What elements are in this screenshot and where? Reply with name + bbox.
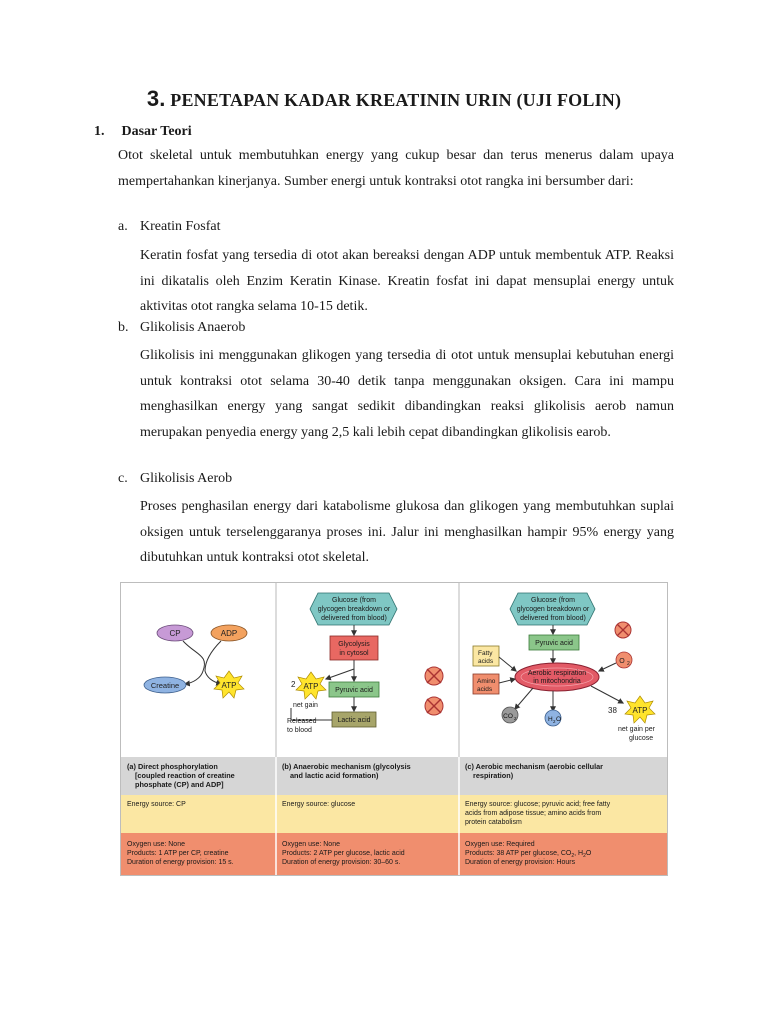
released-line2: to blood [287, 727, 312, 734]
oxygen-b: Oxygen use: None [282, 841, 340, 848]
energy-c-line3: protein catabolism [465, 819, 522, 826]
fatty-line1: Fatty [478, 650, 493, 657]
aerobic-line2: in mitochondria [533, 678, 581, 685]
glycolysis-line1: Glycolysis [338, 641, 370, 648]
atp-label-c: ATP [632, 706, 648, 715]
item-b-marker: b. [118, 320, 129, 335]
h2o-o: O [556, 716, 562, 723]
item-a-heading [118, 219, 220, 235]
caption-a-line2: [coupled reaction of creatine [135, 771, 235, 780]
item-b-paragraph: Glikolisis ini menggunakan glikogen yang tersedia di otot untuk mensuplai kebutuhan energi untuk kontraksi otot selama 30-40 detik tanpa menggunakan oksigen. Cara ini mampu menghasilkan energy yang sangat sedikit dibandingkan reaksi glikolisis aerob namun merupakan penyedia energy yang 2,5 kali lebih cepat dibandingkan glikolisis earob. [140, 348, 674, 440]
atp-count-b: 2 [291, 680, 296, 689]
products-b: Products: 2 ATP per glucose, lactic acid [282, 850, 405, 857]
item-b-title: Glikolisis Anaerob [140, 320, 246, 335]
section-number: 1. [94, 124, 105, 139]
co2-label: CO [503, 713, 513, 720]
products-c-b: , H [574, 850, 584, 857]
glucose-b-line1: Glucose (from [332, 597, 376, 604]
glucose-c-line2: glycogen breakdown or [516, 606, 590, 613]
products-c-sub1: 2 [571, 853, 575, 859]
mitochondria-ellipse [515, 663, 599, 691]
caption-b-line2: and lactic acid formation) [290, 771, 379, 780]
net-gain-c-line1: net gain per [618, 726, 655, 733]
atp-label-b: ATP [303, 682, 319, 691]
glycolysis-line2: in cytosol [339, 650, 369, 657]
products-c-a: Products: 38 ATP per glucose, CO [465, 850, 572, 857]
amino-line1: Amino [477, 678, 496, 685]
energy-c-line2: acids from adipose tissue; amino acids from [465, 810, 602, 817]
atp-count-c: 38 [608, 706, 617, 715]
adp-label: ADP [220, 629, 238, 638]
title-number: 3. [146, 86, 166, 111]
amino-line2: acids [477, 686, 493, 693]
caption-a-line3: phosphate (CP) and ADP] [135, 780, 224, 789]
net-gain-b: net gain [293, 702, 318, 709]
title-text: PENETAPAN KADAR KREATININ URIN (UJI FOLIN) [170, 90, 622, 110]
oxygen-c: Oxygen use: Required [465, 841, 535, 848]
item-a-title: Kreatin Fosfat [140, 219, 221, 234]
item-c-title: Glikolisis Aerob [140, 471, 233, 486]
released-line1: Released [287, 718, 317, 725]
item-a-marker: a. [118, 219, 128, 234]
item-c-marker: c. [118, 471, 128, 486]
caption-c-line1: (c) Aerobic mechanism (aerobic cellular [465, 762, 604, 771]
h2o-h: H [548, 716, 553, 723]
intro-paragraph: Otot skeletal untuk membutuhkan energy yang cukup besar dan terus menerus dalam upaya mempertahankan kinerjanya. Sumber energi untuk kontraksi otot rangka ini bersumber dari: [118, 148, 674, 189]
caption-c-line2: respiration) [473, 771, 514, 780]
item-c-heading [118, 471, 232, 487]
aerobic-line1: Aerobic respiration [527, 670, 587, 677]
duration-c: Duration of energy provision: Hours [465, 859, 576, 866]
energy-c-line1: Energy source: glucose; pyruvic acid; free fatty [465, 801, 611, 808]
caption-b-line1: (b) Anaerobic mechanism (glycolysis [282, 762, 411, 771]
section-heading [94, 124, 192, 140]
fatty-line2: acids [478, 658, 494, 665]
duration-a: Duration of energy provision: 15 s. [127, 859, 234, 866]
lactic-label: Lactic acid [337, 717, 371, 724]
creatine-label: Creatine [150, 681, 180, 690]
products-a: Products: 1 ATP per CP, creatine [127, 850, 229, 857]
oxygen-a: Oxygen use: None [127, 841, 185, 848]
cp-label: CP [169, 629, 181, 638]
item-a-paragraph: Keratin fosfat yang tersedia di otot akan bereaksi dengan ADP untuk membentuk ATP. Reaksi ini dikatalis oleh Enzim Keratin Kinase. Kreatin fosfat ini dapat mensuplai energy untuk aktivitas otot rangka selama 10-15 detik. [140, 248, 674, 314]
energy-pathways-figure [120, 582, 668, 876]
glucose-c-line3: delivered from blood) [520, 615, 586, 622]
item-b-heading [118, 320, 245, 336]
products-c-sub2: 2 [583, 853, 586, 859]
page-title [0, 86, 768, 112]
net-gain-c-line2: glucose [629, 735, 654, 742]
o2-label: O [619, 658, 625, 665]
duration-b: Duration of energy provision: 30–60 s. [282, 859, 401, 866]
item-c-paragraph: Proses penghasilan energy dari katabolisme glukosa dan glikogen yang membutuhkan suplai oksigen untuk terselenggaranya proses ini. Jalur ini menghasilkan hampir 95% energy yang dibutuhkan untuk kontraksi otot skeletal. [140, 499, 674, 565]
co2-sub: 2 [514, 716, 517, 721]
figure-svg [121, 583, 667, 875]
glucose-b-line2: glycogen breakdown or [317, 606, 391, 613]
atp-label-a: ATP [221, 681, 237, 690]
energy-b: Energy source: glucose [282, 801, 356, 808]
pyruvic-c-label: Pyruvic acid [535, 640, 573, 647]
products-c-c: O [585, 850, 592, 857]
energy-a: Energy source: CP [127, 801, 186, 808]
o2-sub: 2 [627, 661, 630, 667]
pyruvic-b-label: Pyruvic acid [335, 687, 373, 694]
h2o-sub: 2 [553, 719, 556, 724]
glucose-b-line3: delivered from blood) [321, 615, 387, 622]
caption-a-line1: (a) Direct phosphorylation [127, 762, 218, 771]
section-title: Dasar Teori [121, 124, 192, 139]
glucose-c-line1: Glucose (from [531, 597, 575, 604]
